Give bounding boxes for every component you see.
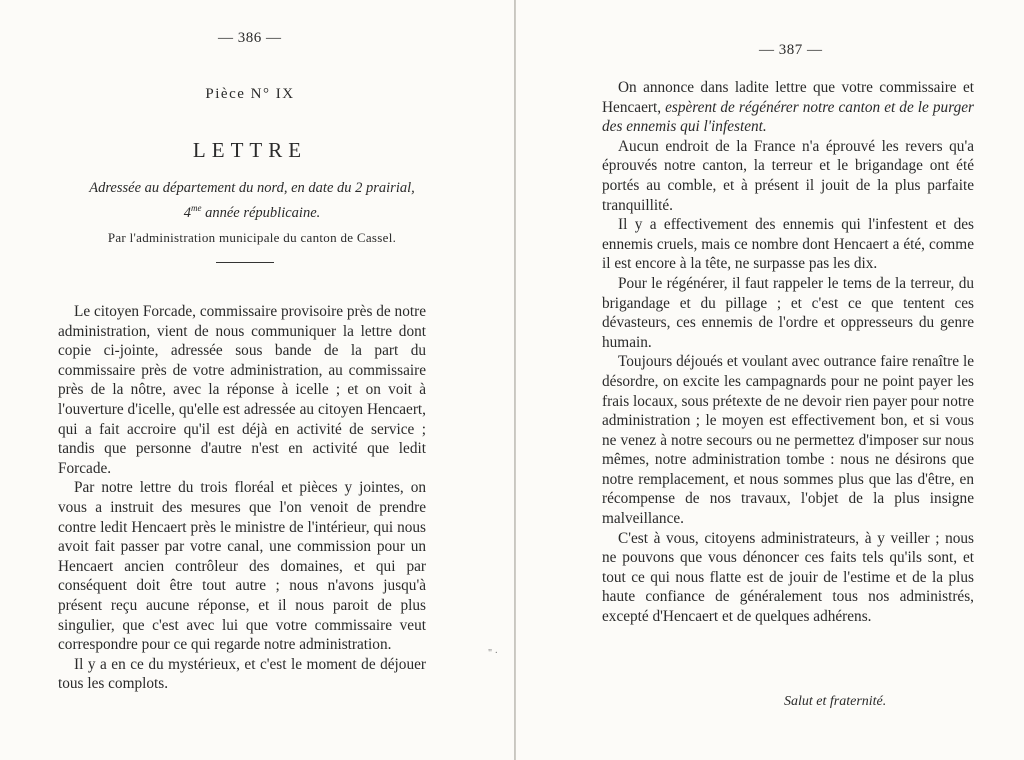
document-subtitle bbox=[40, 178, 464, 223]
paragraph: Par notre lettre du trois floréal et pièces y jointes, on vous a instruit des mesures que l'on venoit de prendre contre ledit Hencaert près le ministre de l'intérieur, qui nous avoit fait passer par votre canal, une commission pour un Hencaert ancien contrôleur des domaines, et qui par conséquent doit être tout autre ; nous n'avons jusqu'à présent reçu aucune réponse, et il nous paroit de plus singulier, que c'est avec lui que votre commissaire veut correspondre pour ce qui regarde notre administration. bbox=[58, 479, 426, 654]
right-body-text bbox=[602, 78, 974, 627]
byline: Par l'administration municipale du canton de Cassel. bbox=[107, 230, 397, 245]
subtitle-line-2-superscript: me bbox=[190, 203, 202, 213]
page-number-right: — 387 — bbox=[759, 42, 823, 58]
paragraph-quote: espèrent de régénérer notre canton et de le purger des ennemis qui l'infestent. bbox=[602, 98, 974, 136]
closing-salutation: Salut et fraternité. bbox=[784, 694, 887, 709]
paragraph: Toujours déjoués et voulant avec outrance faire renaître le désordre, on excite les campagnards pour ne point payer les frais locaux, sous prétexte de ne devoir rien payer pour notre administration ; le moyen est effectivement bon, et si vous ne venez à notre secours ou ne permettez d'imposer sur nous mêmes, notre administration tombe : nous ne désirons que notre remplacement, et nous sommes plus que las d'être, en récompense de nos travaux, l'objet de la plus insigne malveillance. bbox=[602, 353, 974, 528]
subtitle-line-2-text: année républicaine. bbox=[201, 204, 321, 221]
paragraph: Il y a en ce du mystérieux, et c'est le moment de déjouer tous les complots. bbox=[58, 655, 426, 693]
paragraph-text: On annonce dans ladite lettre que votre commissaire et Hencaert, bbox=[602, 79, 974, 116]
page-number-left: — 386 — bbox=[218, 30, 282, 46]
paragraph: Le citoyen Forcade, commissaire provisoire près de notre administration, vient de nous communiquer la lettre dont copie ci-jointe, adressée sous bande de la part du commissaire près de votre administration, au commissaire près de la nôtre, avec la réponse à icelle ; et on voit à l'ouverture d'icelle, qu'elle est adressée au citoyen Hencaert, qui a fait accroire qu'il est déjà en activité de service ; tandis que personne d'autre n'est en activité que ledit Forcade. bbox=[58, 303, 426, 477]
paragraph: Pour le régénérer, il faut rappeler le tems de la terreur, du brigandage et du pillage ; et c'est ce que tentent ces dévasteurs, ces ennemis de l'ordre et oppresseurs du genre humain. bbox=[602, 274, 974, 351]
left-body-text bbox=[58, 302, 426, 694]
document-title: LETTRE bbox=[192, 138, 308, 162]
paragraph: C'est à vous, citoyens administrateurs, à y veiller ; nous ne pouvons que vous dénoncer ces faits tels qu'ils sont, et tout ce qui nous flatte est de jouir de l'estime et de la plus haute confiance de généralement tous nos administrés, excepté d'Hencaert et de quelques adhérens. bbox=[602, 529, 974, 626]
piece-label: Pièce N° IX bbox=[205, 86, 295, 102]
gutter-mark: " · bbox=[488, 648, 498, 659]
paragraph: Il y a effectivement des ennemis qui l'infestent et des ennemis cruels, mais ce nombre dont Hencaert a été, comme il est encore à la tête, ne surpasse pas les dix. bbox=[602, 216, 974, 273]
paragraph bbox=[602, 78, 974, 137]
title-divider bbox=[216, 262, 274, 263]
paragraph: Aucun endroit de la France n'a éprouvé les revers qu'a éprouvés notre canton, la terreur et le brigandage ont été portés au comble, et à présent il jouit de la plus parfaite tranquillité. bbox=[602, 137, 974, 214]
subtitle-line-1: Adressée au département du nord, en date du 2 prairial, bbox=[89, 180, 415, 196]
right-page bbox=[516, 0, 1024, 760]
subtitle-line-2-number: 4 bbox=[183, 204, 191, 221]
